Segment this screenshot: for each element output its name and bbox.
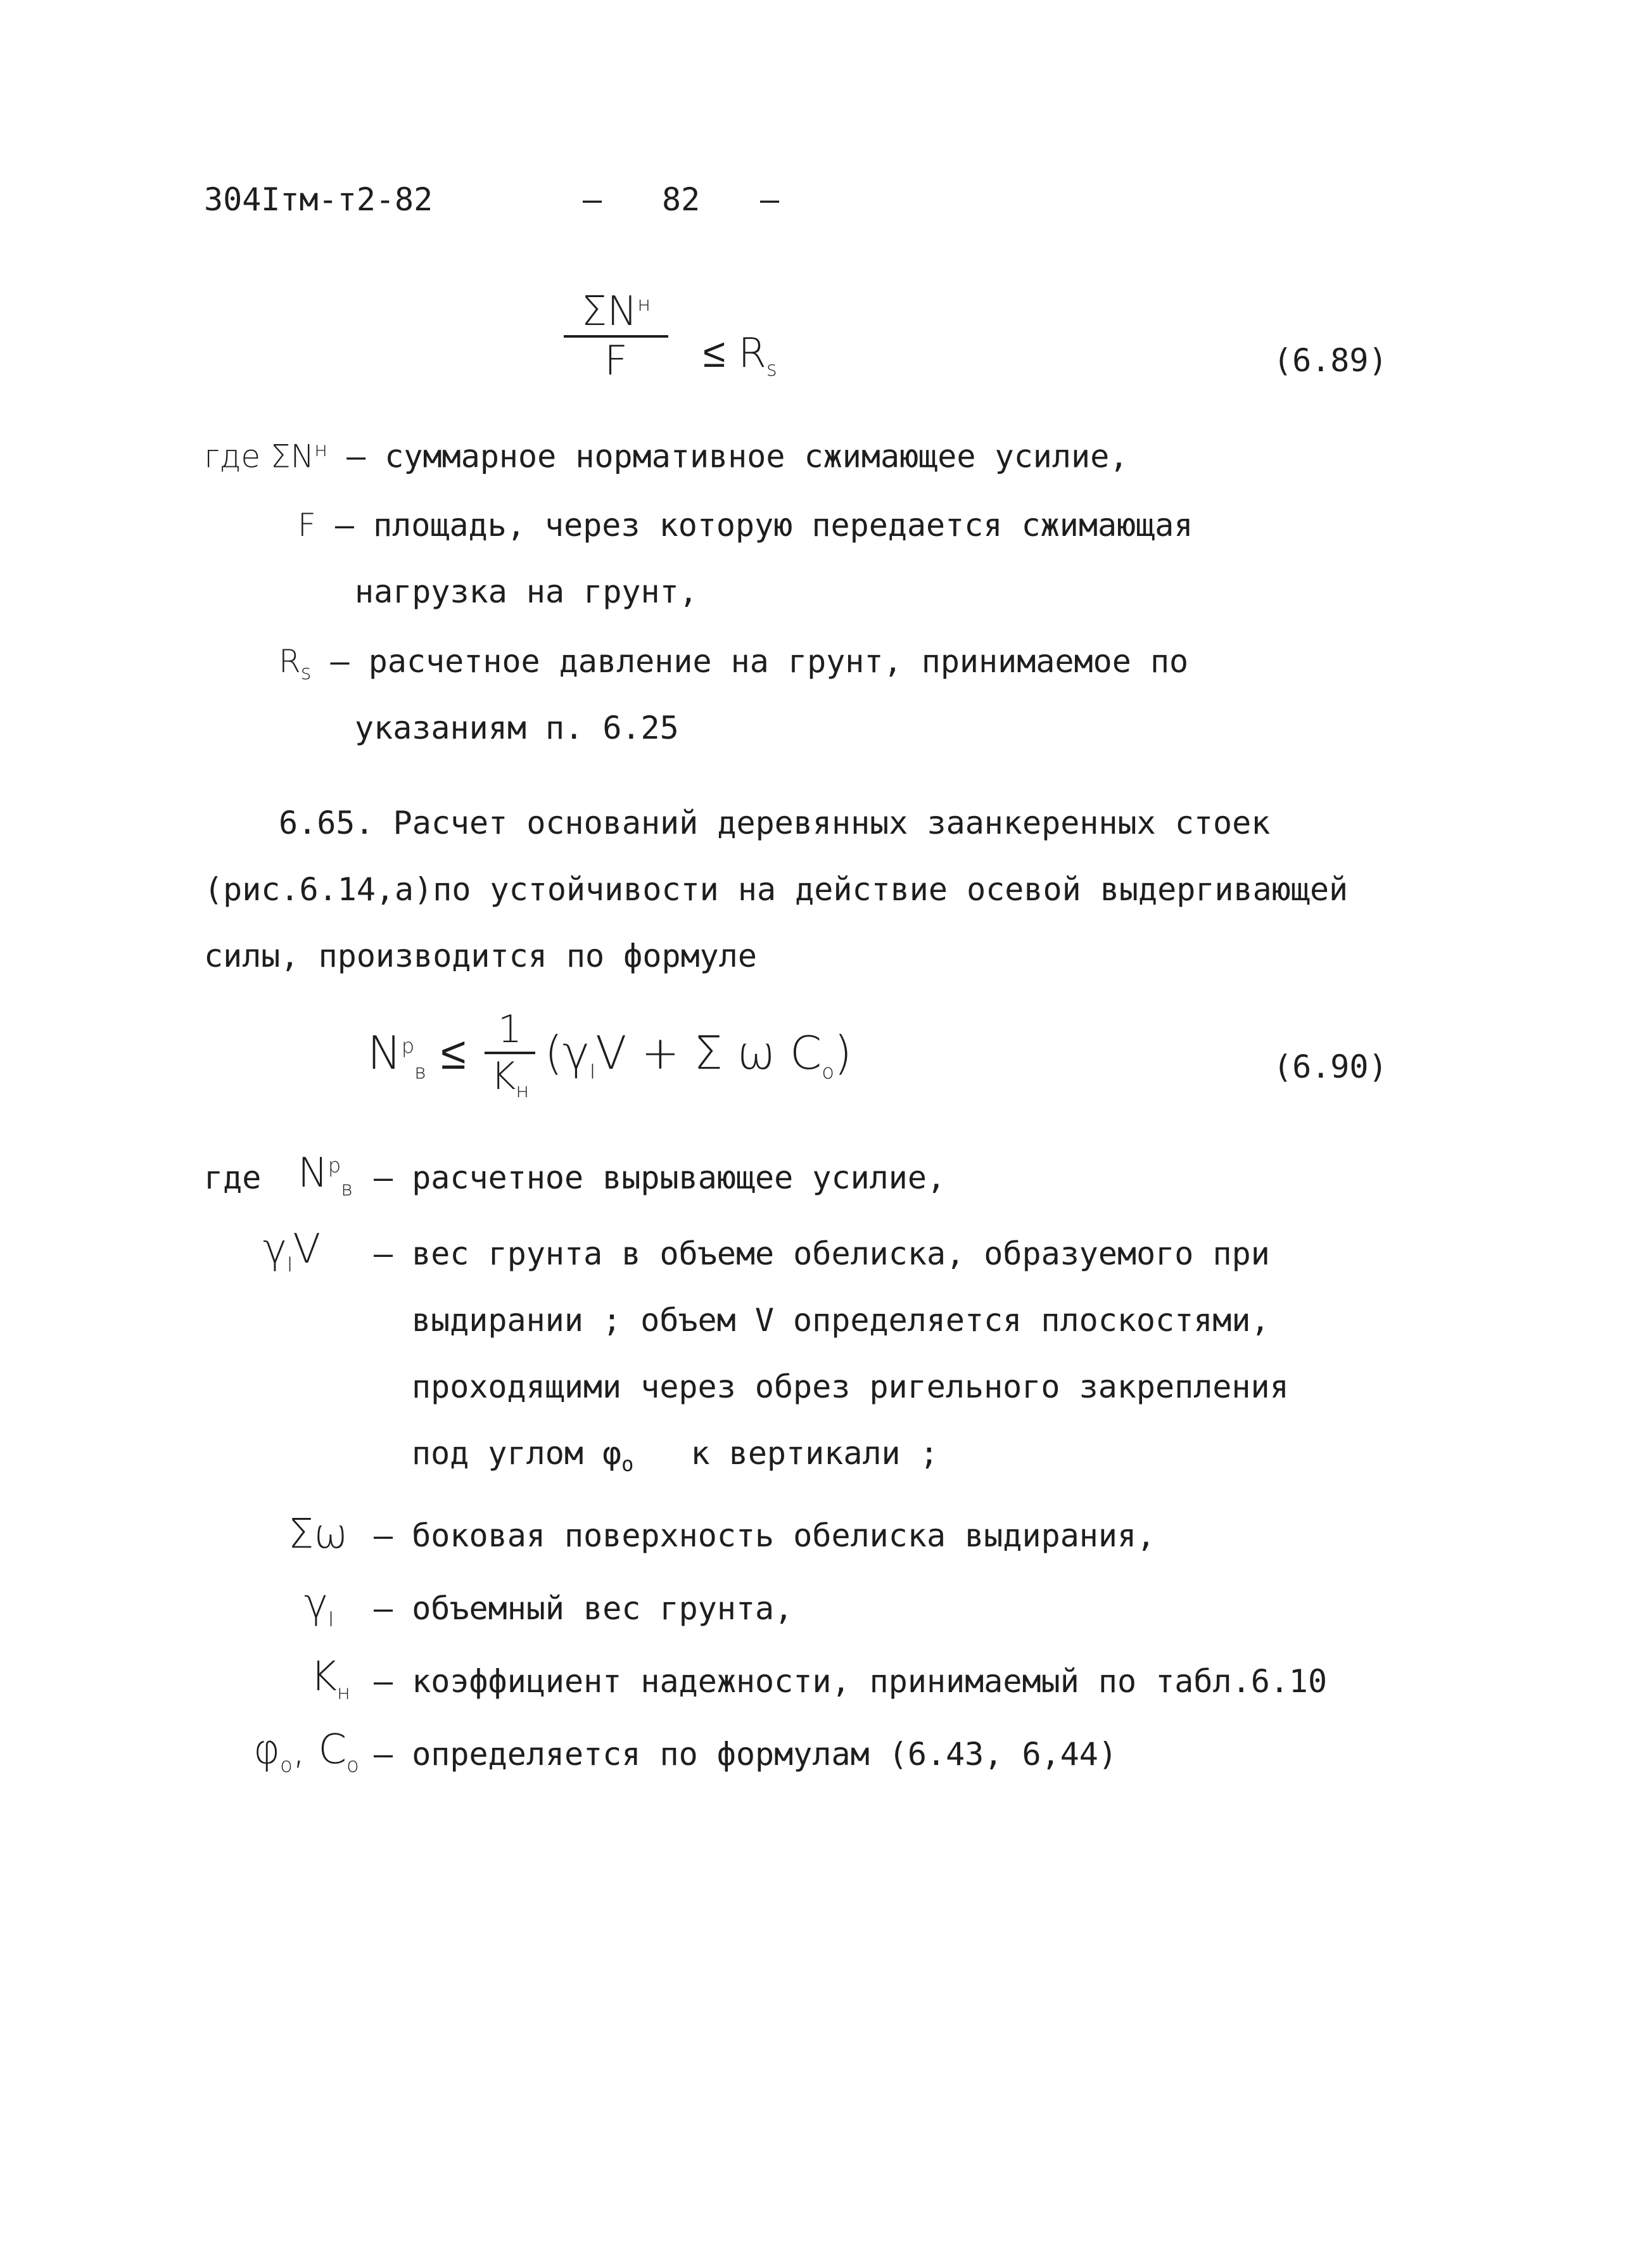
definition-nv-symbol: $N^p_в$	[298, 1150, 353, 1201]
formula-6-89-numerator: $\Sigma N^н$	[581, 288, 651, 335]
page-dash-left: –	[583, 181, 602, 218]
definition-symbol: R	[279, 643, 301, 680]
formula-6-90-denominator: $K_н$	[490, 1054, 530, 1102]
definition-rs-continued: указаниям п. 6.25	[355, 710, 679, 746]
definition-phi-c-symbol: $\varphi_o$, $C_o$	[253, 1726, 359, 1777]
formula-6-89-number: (6.89)	[1273, 342, 1388, 379]
formula-6-89-denominator: F	[604, 338, 628, 385]
definition-sum-omega-text: – боковая поверхность обелиска выдирания,	[374, 1517, 1156, 1554]
page-dash-right: –	[760, 181, 780, 218]
definition-text: – расчетное давление на грунт, принимаемое по	[330, 643, 1189, 680]
definition-where-label: где	[204, 1159, 262, 1196]
definition-gamma-v-symbol: $\gamma_IV$	[263, 1226, 321, 1277]
definition-text: – суммарное нормативное сжимающее усилие,	[346, 438, 1129, 475]
paragraph-6-65-line-3: силы, производится по формуле	[204, 938, 757, 974]
definition-k-symbol: $K_н$	[310, 1653, 350, 1704]
definition-gamma-v-line-4: под углом $\varphi_o$ к вертикали ;	[412, 1435, 939, 1476]
definition-rs: $R_s$ – расчетное давление на грунт, принимаемое по	[279, 643, 1189, 684]
definition-text: – площадь, через которую передается сжимающая	[334, 507, 1193, 544]
definition-gamma-v-line-2: выдирании ; объем V определяется плоскостями,	[412, 1302, 1270, 1339]
formula-6-90-number: (6.90)	[1273, 1048, 1388, 1085]
definition-gamma-text: – объемный вес грунта,	[374, 1590, 794, 1627]
formula-6-90-lhs: $N^p_в$ ≤	[367, 1026, 466, 1084]
definition-sum-n: где $\Sigma N^н$ – суммарное нормативное сжимающее усилие,	[204, 437, 1129, 475]
definition-k-text: – коэффициент надежности, принимаемый по табл.6.10	[374, 1663, 1328, 1700]
page-number: 82	[662, 181, 701, 218]
formula-6-90-rhs: ($\gamma_IV + \Sigma$ ω $C_o$)	[545, 1026, 852, 1084]
formula-6-90-numerator: 1	[497, 1007, 523, 1052]
formula-6-89-fraction	[564, 288, 668, 385]
definition-gamma-symbol: $\gamma_I$	[304, 1581, 334, 1631]
definition-phi-c-text: – определяется по формулам (6.43, 6,44)	[374, 1736, 1117, 1773]
definition-gamma-v-line-1: – вес грунта в объеме обелиска, образуемого при	[374, 1235, 1270, 1272]
definition-symbol: где ΣN	[204, 438, 315, 475]
definition-symbol: F	[298, 507, 316, 544]
definition-sum-omega-symbol: Σω	[288, 1511, 348, 1558]
definition-nv-text: – расчетное вырывающее усилие,	[374, 1159, 946, 1196]
paragraph-6-65-line-1: 6.65. Расчет оснований деревянных заанкеренных стоек	[279, 805, 1271, 841]
document-code: 304Iтм-т2-82	[204, 181, 433, 218]
paragraph-6-65-line-2: (рис.6.14,а)по устойчивости на действие осевой выдергивающей	[204, 871, 1349, 908]
definition-gamma-v-line-3: проходящими через обрез ригельного закрепления	[412, 1368, 1289, 1405]
definition-f	[298, 507, 1193, 544]
definition-f-continued: нагрузка на грунт,	[355, 573, 698, 610]
formula-6-90-fraction	[485, 1007, 535, 1102]
formula-6-89-rhs: ≤ $R_s$	[703, 330, 777, 381]
